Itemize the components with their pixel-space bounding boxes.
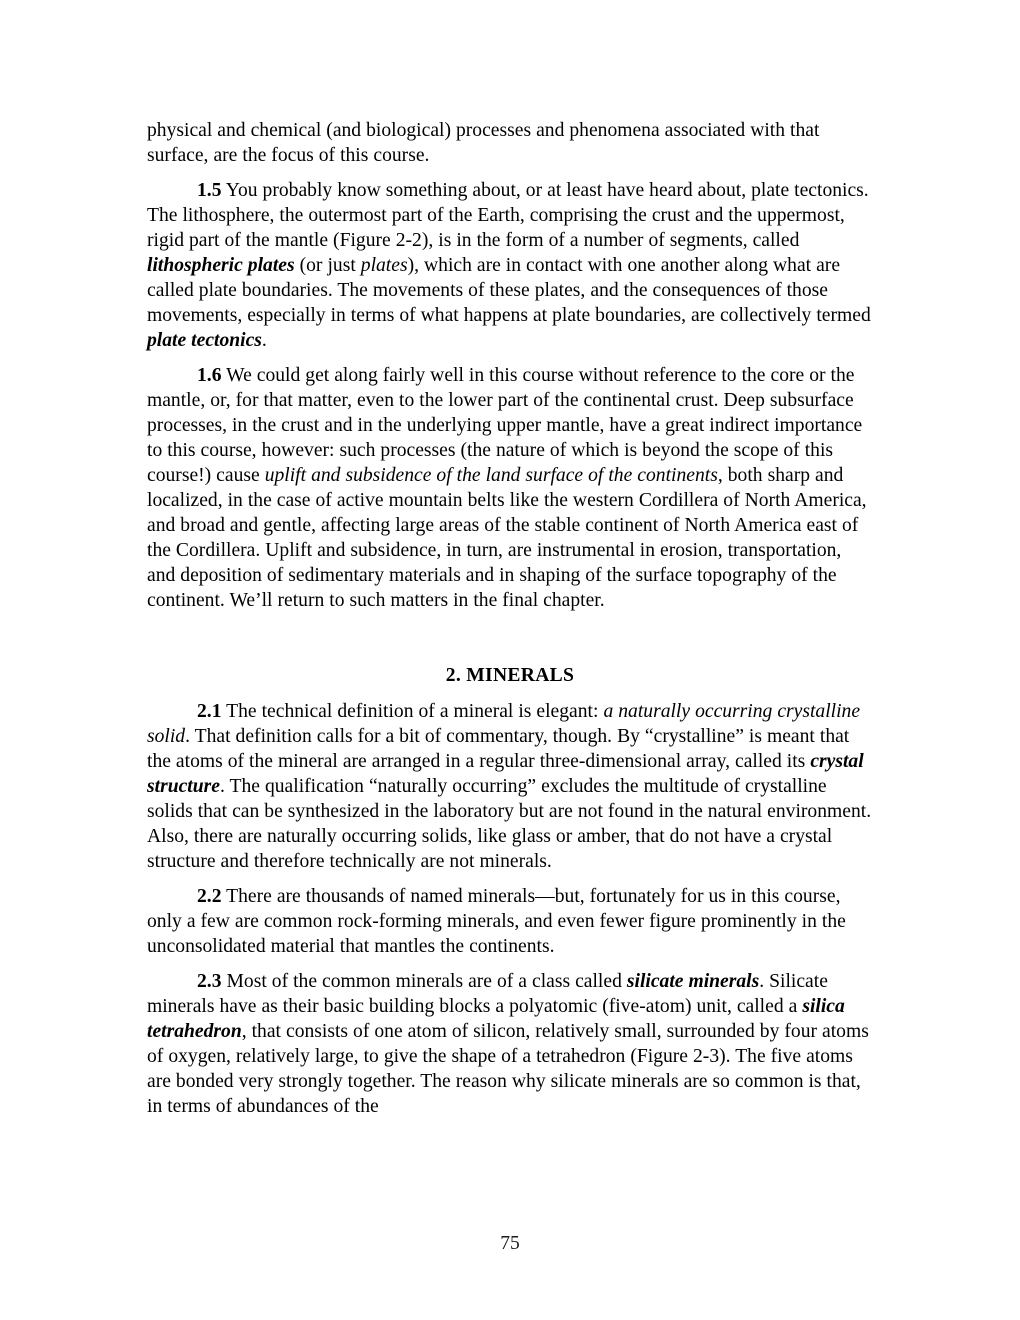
emphasized-term: a naturally occurring crystalline solid (147, 701, 861, 747)
emphasized-term: lithospheric plates (147, 255, 295, 276)
page-number: 75 (500, 1233, 520, 1254)
body-paragraph: 1.6 We could get along fairly well in this course without reference to the core or the mantle, or, for that matter, even to the lower part of the continental crust. Deep subsurface processes, in the crust and in the underlying upper mantle, have a great indirect importance to this course, however: such processes (the nature of which is beyond the scope of this course!) cause uplift and subsidence of the land surface of the continents, both sharp and localized, in the case of active mountain belts like the western Cordillera of North America, and broad and gentle, affecting large areas of the stable continent of North America east of the Cordillera. Uplift and subsidence, in turn, are instrumental in erosion, transportation, and deposition of sedimentary materials and in shaping of the surface topography of the continent. We’ll return to such matters in the final chapter. (147, 365, 867, 611)
body-paragraph: 2.3 Most of the common minerals are of a class called silicate minerals. Silicate minerals have as their basic building blocks a polyatomic (five-atom) unit, called a silica tetrahedron, that consists of one atom of silicon, relatively small, surrounded by four atoms of oxygen, relatively large, to give the shape of a tetrahedron (Figure 2-3). The five atoms are bonded very strongly together. The reason why silicate minerals are so common is that, in terms of abundances of the (147, 971, 869, 1117)
body-paragraph: 2.1 The technical definition of a mineral is elegant: a naturally occurring crystalline solid. That definition calls for a bit of commentary, though. By “crystalline” is meant that the atoms of the mineral are arranged in a regular three-dimensional array, called its crystal structure. The qualification “naturally occurring” excludes the multitude of crystalline solids that can be synthesized in the laboratory but are not found in the natural environment. Also, there are naturally occurring solids, like glass or amber, that do not have a crystal structure and therefore technically are not minerals. (147, 701, 872, 872)
emphasized-term: silicate minerals (626, 971, 760, 992)
paragraph-number: 1.6 (197, 365, 222, 386)
emphasized-term: crystal structure (147, 751, 864, 797)
body-text-column (147, 118, 873, 1119)
paragraph-number: 1.5 (197, 180, 222, 201)
paragraph-number: 2.1 (197, 701, 222, 722)
section-heading: 2. MINERALS (445, 665, 575, 686)
paragraph-number: 2.2 (197, 886, 222, 907)
body-paragraph: 2.2 There are thousands of named minerals—but, fortunately for us in this course, only a few are common rock-forming minerals, and even fewer figure prominently in the unconsolidated material that mantles the continents. (147, 886, 846, 957)
paragraph-number: 2.3 (197, 971, 222, 992)
emphasized-term: uplift and subsidence of the land surface of the continents (264, 465, 718, 486)
body-paragraph: 1.5 You probably know something about, or at least have heard about, plate tectonics. The lithosphere, the outermost part of the Earth, comprising the crust and the uppermost, rigid part of the mantle (Figure 2-2), is in the form of a number of segments, called lithospheric plates (or just plates), which are in contact with one another along what are called plate boundaries. The movements of these plates, and the consequences of those movements, especially in terms of what happens at plate boundaries, are collectively termed plate tectonics. (147, 180, 871, 351)
emphasized-term: plate tectonics (147, 330, 262, 351)
heading-spacer (147, 613, 873, 663)
emphasized-term: silica tetrahedron (147, 996, 845, 1042)
heading-spacer-after (147, 688, 873, 699)
emphasized-term: plates (360, 255, 408, 276)
body-paragraph: physical and chemical (and biological) processes and phenomena associated with that surface, are the focus of this course. (147, 120, 820, 166)
